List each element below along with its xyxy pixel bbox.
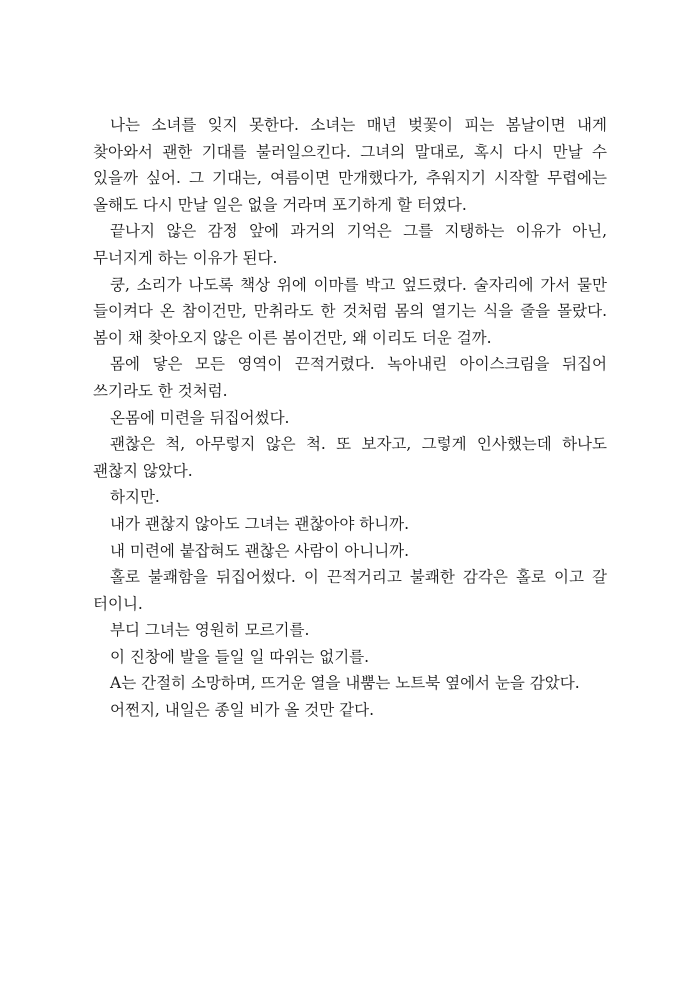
paragraph: 어쩐지, 내일은 종일 비가 올 것만 같다. — [110, 701, 375, 720]
paragraph: 하지만. — [110, 488, 160, 507]
paragraph: 홀로 불쾌함을 뒤집어썼다. 이 끈적거리고 불쾌한 감각은 홀로 이고 갈 터이니. — [93, 568, 607, 613]
paragraph: 끝나지 않은 감정 앞에 과거의 기억은 그를 지탱하는 이유가 아닌, 무너지게 하는 이유가 된다. — [93, 222, 607, 267]
paragraph: 내가 괜찮지 않아도 그녀는 괜찮아야 하니까. — [110, 514, 410, 533]
body-text — [93, 112, 607, 724]
paragraph: 부디 그녀는 영원히 모르기를. — [110, 621, 310, 640]
paragraph: 온몸에 미련을 뒤집어썼다. — [110, 408, 290, 427]
paragraph: A는 간절히 소망하며, 뜨거운 열을 내뿜는 노트북 옆에서 눈을 감았다. — [110, 674, 580, 693]
paragraph: 괜찮은 척, 아무렇지 않은 척. 또 보자고, 그렇게 인사했는데 하나도 괜찮지 않았다. — [93, 435, 607, 480]
paragraph: 이 진창에 발을 들일 일 따위는 없기를. — [110, 647, 370, 666]
paragraph: 나는 소녀를 잊지 못한다. 소녀는 매년 벚꽃이 피는 봄날이면 내게 찾아와서 괜한 기대를 불러일으킨다. 그녀의 말대로, 혹시 다시 만날 수 있을까 싶어. 그 기대는, 여름이면 만개했다가, 추워지기 시작할 무렵에는 올해도 다시 만날 일은 없을 거라며 포기하게 할 터였다. — [93, 116, 607, 214]
paragraph: 내 미련에 붙잡혀도 괜찮은 사람이 아니니까. — [110, 541, 410, 560]
paragraph: 몸에 닿은 모든 영역이 끈적거렸다. 녹아내린 아이스크림을 뒤집어 쓰기라도 한 것처럼. — [93, 355, 607, 400]
paragraph: 쿵, 소리가 나도록 책상 위에 이마를 박고 엎드렸다. 술자리에 가서 물만 들이켜다 온 참이건만, 만취라도 한 것처럼 몸의 열기는 식을 줄을 몰랐다. 봄이 채 찾아오지 않은 이른 봄이건만, 왜 이리도 더운 걸까. — [93, 275, 607, 347]
